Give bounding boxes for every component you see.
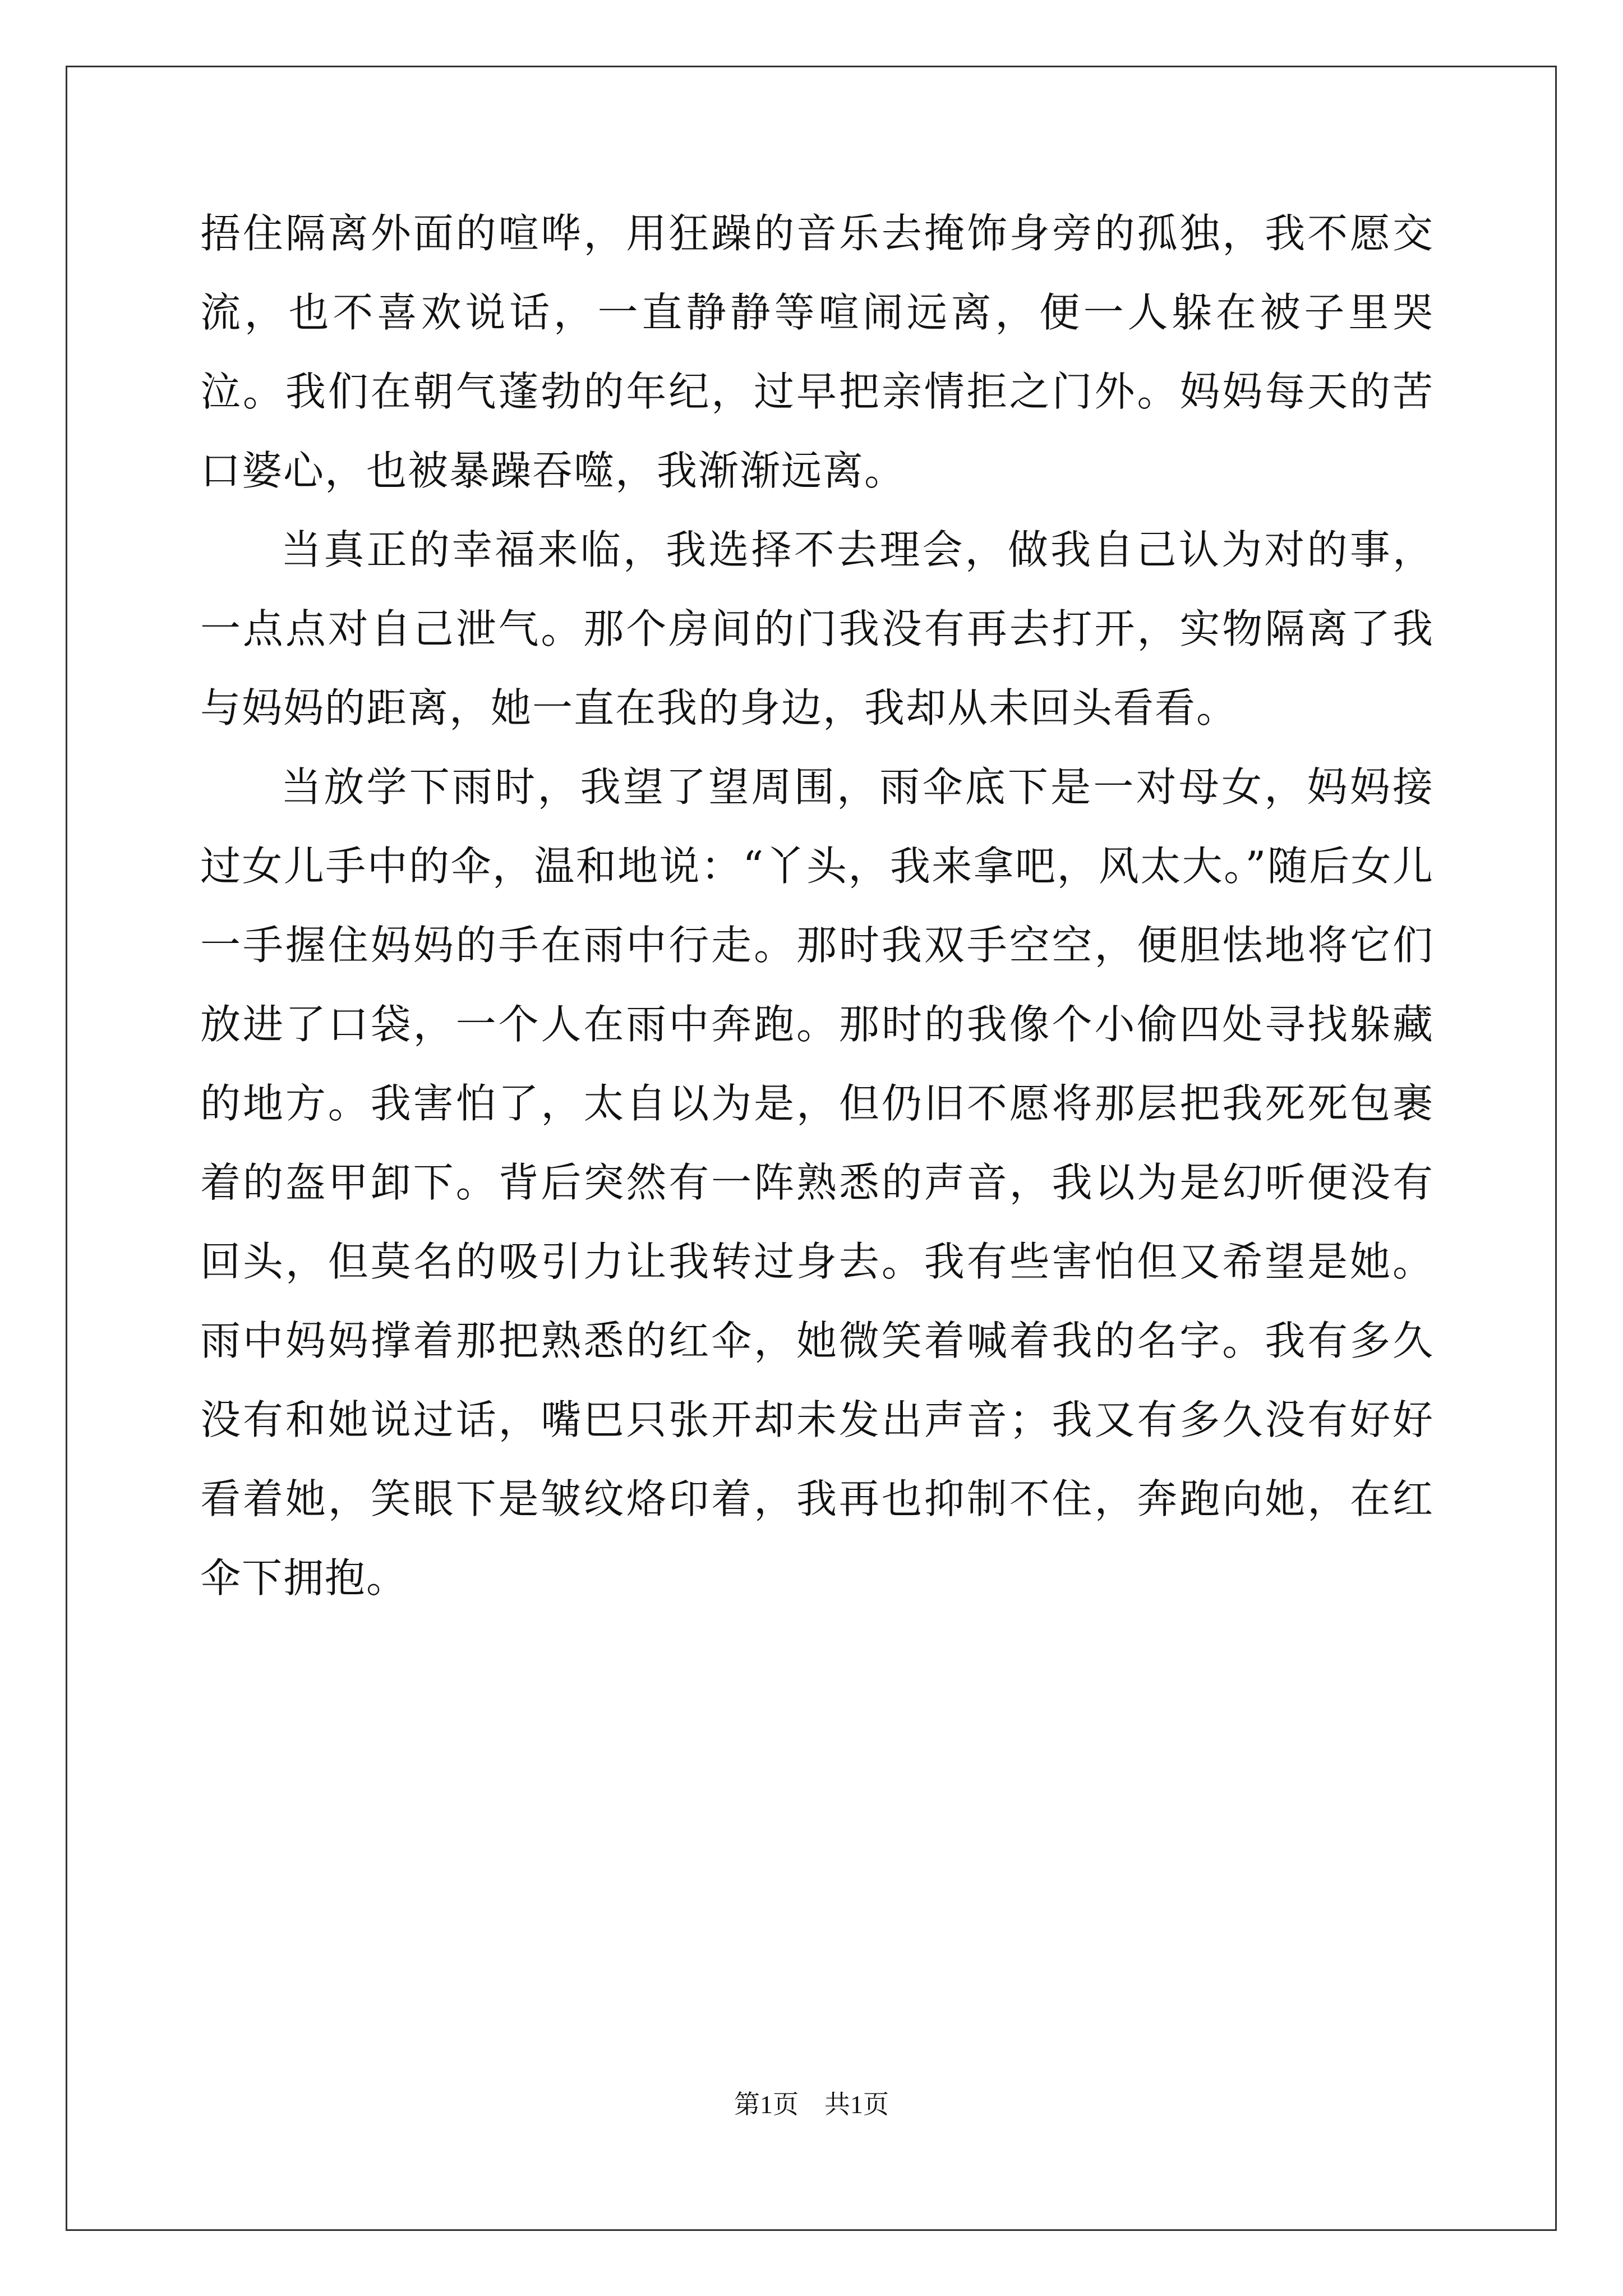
paragraph-3: 当放学下雨时，我望了望周围，雨伞底下是一对母女，妈妈接过女儿手中的伞，温和地说：“丫头，我来拿吧，风太大。”随后女儿一手握住妈妈的手在雨中行走。那时我双手空空，便胆怯地将它们放进了口袋，一个人在雨中奔跑。那时的我像个小偷四处寻找躲藏的地方。我害怕了，太自以为是，但仍旧不愿将那层把我死死包裹着的盔甲卸下。背后突然有一阵熟悉的声音，我以为是幻听便没有回头，但莫名的吸引力让我转过身去。我有些害怕但又希望是她。雨中妈妈撑着那把熟悉的红伞，她微笑着喊着我的名字。我有多久没有和她说过话，嘴巴只张开却未发出声音；我又有多久没有好好看着她，笑眼下是皱纹烙印着，我再也抑制不住，奔跑向她，在红伞下拥抱。 <box>200 763 1434 1602</box>
document-body <box>200 194 1434 1618</box>
paragraph-1: 捂住隔离外面的喧哗，用狂躁的音乐去掩饰身旁的孤独，我不愿交流，也不喜欢说话，一直静静等喧闹远离，便一人躲在被子里哭泣。我们在朝气蓬勃的年纪，过早把亲情拒之门外。妈妈每天的苦口婆心，也被暴躁吞噬，我渐渐远离。 <box>200 210 1434 494</box>
page-number-footer: 第1页 共1页 <box>734 2090 889 2119</box>
paragraph-2: 当真正的幸福来临，我选择不去理会，做我自己认为对的事，一点点对自己泄气。那个房间的门我没有再去打开，实物隔离了我与妈妈的距离，她一直在我的身边，我却从未回头看看。 <box>200 526 1434 731</box>
